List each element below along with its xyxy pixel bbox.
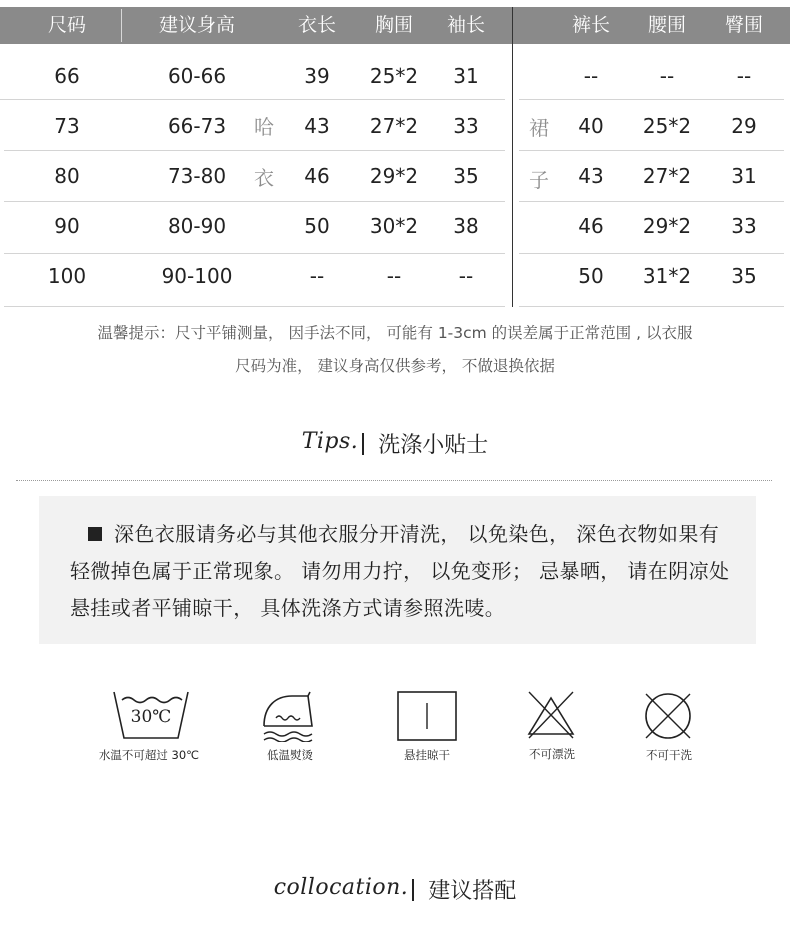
row-divider [4,253,505,254]
table-cell: 43 [304,114,330,138]
care-instructions [70,516,732,627]
table-cell: 29*2 [369,164,419,188]
header-height: 建议身高 [158,14,236,36]
iron-low-label: 低温熨烫 [267,748,313,762]
care-instructions-text: 深色衣服请务必与其他衣服分开清洗， 以免染色， 深色衣物如果有轻微掉色属于正常现象。 请勿用力拧， 以免变形； 忌暴晒， 请在阴凉处悬挂或者平铺晾干， 具体洗涤方式请参照洗唛。 [70,522,730,620]
table-cell: 25*2 [369,64,419,88]
table-cell: 80-90 [167,214,227,238]
table-cell: 31*2 [642,264,692,288]
no-bleach-icon [525,690,577,742]
table-cell: 60-66 [167,64,227,88]
table-cell: 29*2 [642,214,692,238]
tips-title: 洗涤小贴士 [378,433,489,458]
table-cell: 66-73 [167,114,227,138]
header-chest: 胸围 [374,14,414,36]
row-divider [4,150,505,151]
hang-dry-icon [397,691,457,741]
no-dry-clean-icon [642,690,694,742]
table-cell: 90-100 [161,264,233,288]
top-group-label-2: 衣 [254,166,274,190]
title-divider [362,433,364,455]
bottom-group-label-1: 裙 [529,116,549,140]
row-divider [519,150,784,151]
table-cell: 46 [578,214,604,238]
header-sleeve: 袖长 [446,14,486,36]
table-cell: -- [458,264,474,288]
row-divider [519,201,784,202]
tips-script-label: Tips. [301,429,359,454]
table-cell: 29 [731,114,757,138]
row-divider [519,306,784,307]
header-divider [121,9,122,42]
table-cell: 30*2 [369,214,419,238]
row-divider [0,99,505,100]
table-cell: -- [386,264,402,288]
bottom-group-label-2: 子 [529,168,549,192]
table-cell: 43 [578,164,604,188]
tips-section-title [0,428,790,459]
row-divider [519,253,784,254]
table-cell: 38 [453,214,479,238]
iron-low-icon [262,690,320,742]
bullet-square-icon [88,527,102,541]
row-divider [519,99,784,100]
table-vertical-divider [512,7,513,307]
table-cell: 35 [453,164,479,188]
table-cell: 73 [54,114,80,138]
table-cell: -- [583,64,599,88]
table-cell: 40 [578,114,604,138]
collocation-section-title [0,874,790,905]
collocation-script-label: collocation. [273,875,409,900]
header-hip: 臀围 [724,14,764,36]
washtub-temperature: 30℃ [130,707,172,727]
no-bleach-label: 不可漂洗 [529,747,575,761]
collocation-title: 建议搭配 [428,879,517,904]
table-cell: 50 [304,214,330,238]
table-cell: 27*2 [369,114,419,138]
header-pants-length: 裤长 [571,14,611,36]
table-cell: 33 [731,214,757,238]
top-group-label-1: 哈 [254,115,274,139]
table-cell: 50 [578,264,604,288]
table-cell: -- [659,64,675,88]
table-cell: -- [736,64,752,88]
table-cell: 31 [453,64,479,88]
table-cell: 66 [54,64,80,88]
header-waist: 腰围 [647,14,687,36]
row-divider [4,306,505,307]
title-divider [412,879,414,901]
header-size: 尺码 [47,14,87,36]
table-cell: 39 [304,64,330,88]
measurement-notice-line1: 温馨提示：尺寸平铺测量， 因手法不同， 可能有 1-3cm 的误差属于正常范围 , 以衣服 [97,324,693,342]
table-cell: 33 [453,114,479,138]
washtub-label: 水温不可超过 30℃ [98,748,200,762]
table-cell: 35 [731,264,757,288]
hang-dry-label: 悬挂晾干 [404,748,450,762]
row-divider [4,201,505,202]
header-top-length: 衣长 [297,14,337,36]
dotted-divider [16,480,772,481]
table-cell: 73-80 [167,164,227,188]
table-cell: 46 [304,164,330,188]
table-cell: 27*2 [642,164,692,188]
measurement-notice-line2: 尺码为准， 建议身高仅供参考， 不做退换依据 [235,357,555,375]
no-dry-clean-label: 不可干洗 [646,748,692,762]
table-cell: 100 [47,264,87,288]
table-cell: -- [309,264,325,288]
table-cell: 80 [54,164,80,188]
table-cell: 90 [54,214,80,238]
table-cell: 25*2 [642,114,692,138]
table-cell: 31 [731,164,757,188]
